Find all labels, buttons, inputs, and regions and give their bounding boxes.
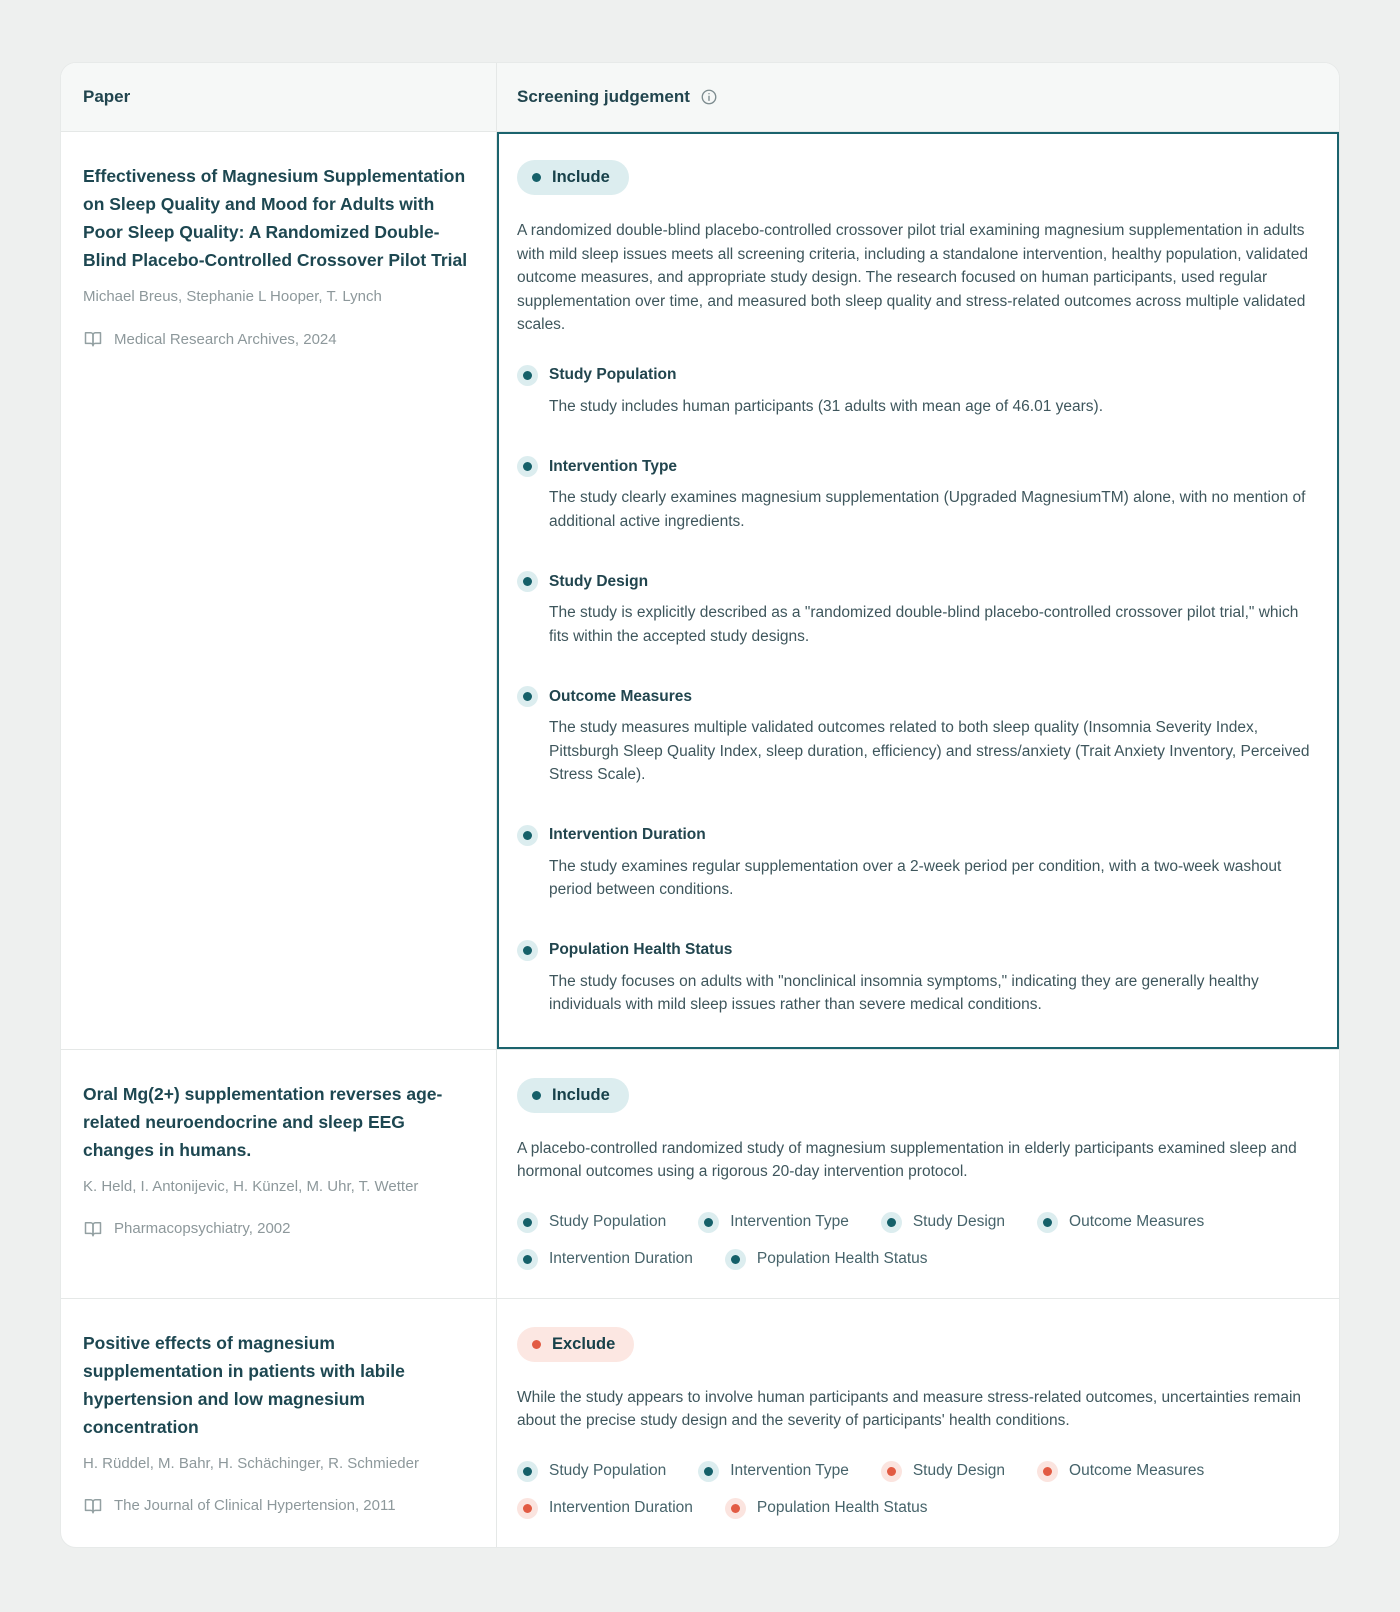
criterion-head	[517, 940, 1317, 961]
decision-badge	[517, 160, 629, 195]
criterion-block	[517, 456, 1317, 533]
criterion-description: The study examines regular supplementation over a 2-week period per condition, with a two-week washout period between conditions.	[549, 857, 1282, 898]
criterion-chip	[698, 1212, 849, 1233]
criterion-head	[517, 571, 1317, 592]
criterion-description: The study measures multiple validated outcomes related to both sleep quality (Insomnia Severity Index, Pittsburgh Sleep Quality Index, sleep duration, efficiency) and stress/anxiety (Trait Anxiety Inventory, Perceived Stress Scale).	[549, 719, 1310, 783]
criterion-status-dot-icon	[881, 1461, 902, 1482]
criterion-description: The study includes human participants (31 adults with mean age of 46.01 years).	[549, 397, 1104, 415]
criterion-chip	[1037, 1461, 1204, 1482]
criterion-head	[517, 825, 1317, 846]
paper-source	[83, 329, 470, 349]
judgement-cell[interactable]	[496, 1050, 1339, 1298]
criterion-status-dot-icon	[725, 1249, 746, 1270]
criteria-expanded	[517, 365, 1317, 1017]
criterion-chip	[698, 1461, 849, 1482]
criterion-label: Outcome Measures	[1069, 1213, 1205, 1230]
criterion-status-dot-icon	[517, 1249, 538, 1270]
criterion-status-dot-icon	[517, 686, 538, 707]
criterion-block	[517, 825, 1317, 902]
column-header-paper	[61, 63, 496, 131]
criterion-block	[517, 940, 1317, 1017]
journal-book-icon	[83, 329, 103, 349]
criterion-status-dot-icon	[517, 571, 538, 592]
judgement-cell[interactable]	[496, 132, 1339, 1049]
criterion-label: Study Population	[549, 1213, 667, 1230]
table-header	[61, 63, 1339, 132]
paper-cell[interactable]	[61, 132, 496, 1049]
info-icon[interactable]	[700, 88, 718, 106]
criterion-status-dot-icon	[1037, 1461, 1058, 1482]
journal-book-icon	[83, 1219, 103, 1239]
judgement-cell[interactable]	[496, 1299, 1339, 1547]
criterion-label: Intervention Type	[549, 457, 678, 475]
criterion-status-dot-icon	[517, 1461, 538, 1482]
criterion-status-dot-icon	[517, 365, 538, 386]
paper-title: Oral Mg(2+) supplementation reverses age-related neuroendocrine and sleep EEG changes in humans.	[83, 1083, 443, 1160]
criteria-chips	[517, 1461, 1277, 1519]
criterion-block	[517, 571, 1317, 648]
decision-badge	[517, 1078, 629, 1113]
criteria-chips	[517, 1212, 1277, 1270]
table-row	[61, 132, 1339, 1049]
criterion-status-dot-icon	[517, 825, 538, 846]
criterion-chip	[881, 1461, 1005, 1482]
criterion-status-dot-icon	[517, 940, 538, 961]
paper-authors: Michael Breus, Stephanie L Hooper, T. Lynch	[83, 288, 382, 305]
criterion-label: Intervention Type	[730, 1213, 849, 1230]
paper-source	[83, 1219, 470, 1239]
screening-table	[60, 62, 1340, 1548]
paper-source-label: The Journal of Clinical Hypertension, 2011	[114, 1497, 396, 1514]
paper-cell[interactable]	[61, 1050, 496, 1298]
criterion-status-dot-icon	[698, 1212, 719, 1233]
criterion-chip	[1037, 1212, 1204, 1233]
criterion-label: Intervention Duration	[549, 1499, 693, 1516]
criterion-label: Study Design	[549, 572, 649, 590]
table-body	[61, 132, 1339, 1547]
criterion-label: Outcome Measures	[549, 687, 692, 705]
criterion-label: Study Design	[912, 1462, 1006, 1479]
judgement-summary: A placebo-controlled randomized study of magnesium supplementation in elderly participants examined sleep and hormonal outcomes using a rigorous 20-day intervention protocol.	[517, 1139, 1297, 1180]
table-row	[61, 1049, 1339, 1298]
criterion-block	[517, 365, 1317, 419]
paper-title: Positive effects of magnesium supplementation in patients with labile hypertension and low magnesium concentration	[83, 1332, 405, 1437]
criterion-status-dot-icon	[725, 1498, 746, 1519]
decision-dot-icon	[532, 1091, 541, 1100]
criterion-label: Population Health Status	[756, 1250, 928, 1267]
table-row	[61, 1298, 1339, 1547]
criterion-description: The study focuses on adults with "nonclinical insomnia symptoms," indicating they are generally healthy individuals with mild sleep issues rather than severe medical conditions.	[549, 972, 1259, 1013]
criterion-chip	[517, 1498, 693, 1519]
criterion-description: The study is explicitly described as a "randomized double-blind placebo-controlled crossover pilot trial," which fits within the accepted study designs.	[549, 604, 1299, 645]
decision-label: Exclude	[552, 1334, 616, 1353]
criterion-status-dot-icon	[698, 1461, 719, 1482]
column-header-judgement-label: Screening judgement	[517, 87, 690, 106]
criterion-status-dot-icon	[517, 1212, 538, 1233]
criterion-label: Study Population	[549, 1462, 667, 1479]
criterion-description: The study clearly examines magnesium supplementation (Upgraded MagnesiumTM) alone, with no mention of additional active ingredients.	[549, 489, 1306, 530]
criterion-label: Population Health Status	[756, 1499, 928, 1516]
criterion-label: Study Design	[912, 1213, 1006, 1230]
criterion-head	[517, 456, 1317, 477]
decision-badge	[517, 1327, 634, 1362]
criterion-chip	[517, 1461, 666, 1482]
paper-authors: K. Held, I. Antonijevic, H. Künzel, M. Uhr, T. Wetter	[83, 1177, 419, 1195]
criterion-label: Intervention Duration	[549, 826, 706, 843]
decision-label: Include	[552, 168, 610, 186]
criterion-head	[517, 686, 1317, 707]
criterion-block	[517, 686, 1317, 787]
paper-cell[interactable]	[61, 1299, 496, 1547]
criterion-label: Intervention Duration	[549, 1250, 693, 1267]
column-header-paper-label: Paper	[83, 87, 131, 106]
criterion-label: Study Population	[549, 366, 677, 383]
criterion-chip	[517, 1249, 693, 1270]
paper-source	[83, 1496, 470, 1516]
decision-dot-icon	[532, 173, 541, 182]
paper-source-label: Pharmacopsychiatry, 2002	[114, 1220, 291, 1237]
criterion-chip	[725, 1249, 928, 1270]
judgement-summary: A randomized double-blind placebo-controlled crossover pilot trial examining magnesium supplementation in adults with mild sleep issues meets all screening criteria, including a standalone intervention, healthy population, validated outcome measures, and appropriate study design. The research focused on human participants, used regular supplementation over time, and measured both sleep quality and stress-related outcomes across multiple validated scales.	[517, 222, 1308, 333]
criterion-chip	[725, 1498, 928, 1519]
paper-source-label: Medical Research Archives, 2024	[114, 330, 337, 348]
criterion-label: Population Health Status	[549, 941, 733, 958]
decision-dot-icon	[532, 1340, 541, 1349]
criterion-label: Intervention Type	[730, 1462, 849, 1479]
criterion-label: Outcome Measures	[1069, 1462, 1205, 1479]
criterion-chip	[881, 1212, 1005, 1233]
criterion-chip	[517, 1212, 666, 1233]
criterion-status-dot-icon	[1037, 1212, 1058, 1233]
criterion-head	[517, 365, 1317, 386]
criterion-status-dot-icon	[517, 456, 538, 477]
paper-authors: H. Rüddel, M. Bahr, H. Schächinger, R. Schmieder	[83, 1454, 419, 1472]
criterion-status-dot-icon	[881, 1212, 902, 1233]
column-header-judgement	[496, 63, 1339, 131]
criterion-status-dot-icon	[517, 1498, 538, 1519]
judgement-summary: While the study appears to involve human participants and measure stress-related outcomes, uncertainties remain about the precise study design and the severity of participants' health conditions.	[517, 1388, 1302, 1429]
paper-title: Effectiveness of Magnesium Supplementation on Sleep Quality and Mood for Adults with Poor Sleep Quality: A Randomized Double-Blind Placebo-Controlled Crossover Pilot Trial	[83, 166, 468, 270]
decision-label: Include	[552, 1085, 610, 1104]
journal-book-icon	[83, 1496, 103, 1516]
